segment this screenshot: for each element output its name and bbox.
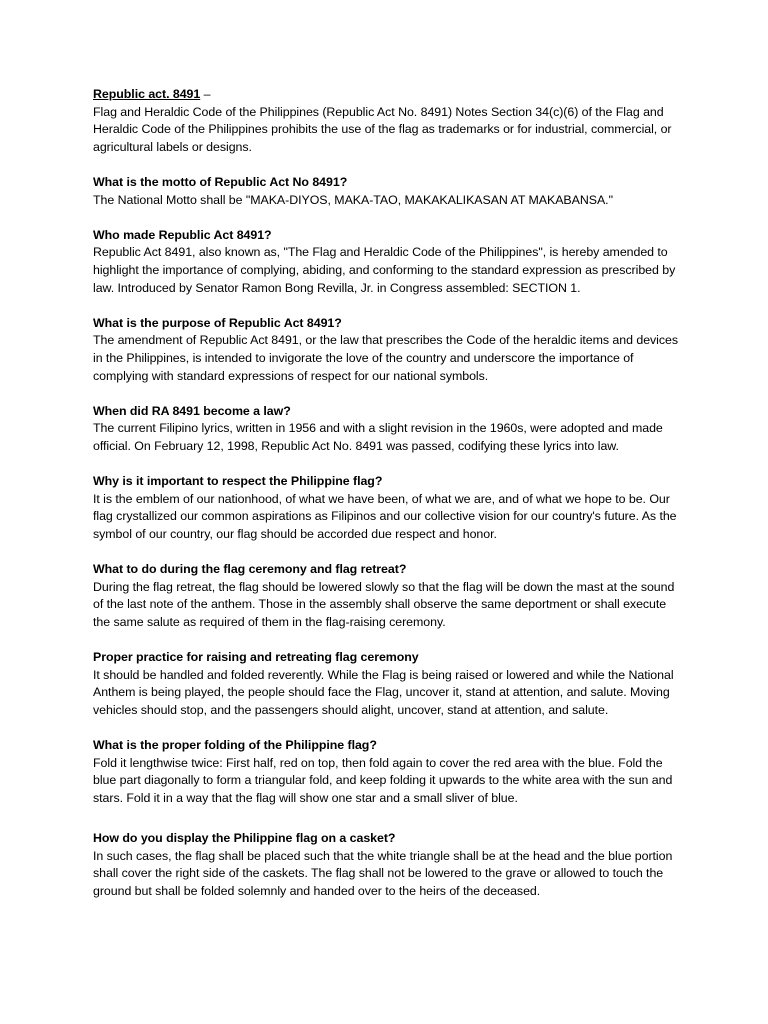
document-title-dash: – (200, 87, 211, 101)
section-body: The National Motto shall be "MAKA-DIYOS, MAKA-TAO, MAKAKALIKASAN AT MAKABANSA." (93, 192, 613, 207)
section-folding (93, 737, 683, 807)
section-casket (93, 830, 683, 900)
section-heading: What is the motto of Republic Act No 8491? (93, 174, 348, 189)
section-heading: Who made Republic Act 8491? (93, 227, 272, 242)
section-motto (93, 174, 683, 209)
section-body: During the flag retreat, the flag should be lowered slowly so that the flag will be down the mast at the sound of the last note of the anthem. Those in the assembly shall observe the same deportment or shall execute the same salute as required of them in the flag-raising ceremony. (93, 579, 675, 629)
document-title-line (93, 86, 683, 104)
section-law-date (93, 403, 683, 456)
section-ceremony (93, 561, 683, 631)
section-heading: What to do during the flag ceremony and flag retreat? (93, 562, 407, 577)
section-purpose (93, 315, 683, 385)
section-heading: What is the purpose of Republic Act 8491? (93, 315, 342, 330)
section-body: Fold it lengthwise twice: First half, red on top, then fold again to cover the red area with the blue. Fold the blue part diagonally to form a triangular fold, and keep folding it upwards to the white area with the sun and stars. Fold it in a way that the flag will show one star and a small sliver of blue. (93, 755, 673, 805)
section-author (93, 227, 683, 297)
section-heading: How do you display the Philippine flag on a casket? (93, 830, 396, 845)
section-body: In such cases, the flag shall be placed such that the white triangle shall be at the head and the blue portion shall cover the right side of the caskets. The flag shall not be lowered to the grave or allowed to touch the ground but shall be folded solemnly and handed over to the heirs of the deceased. (93, 848, 673, 898)
section-heading: What is the proper folding of the Philippine flag? (93, 737, 377, 752)
document-page (93, 86, 683, 918)
section-practice (93, 649, 683, 719)
section-heading: When did RA 8491 become a law? (93, 403, 291, 418)
section-heading: Proper practice for raising and retreating flag ceremony (93, 650, 419, 664)
intro-paragraph: Flag and Heraldic Code of the Philippines (Republic Act No. 8491) Notes Section 34(c)(6) of the Flag and Heraldic Code of the Philippines prohibits the use of the flag as trademarks or for industrial, commercial, or agricultural labels or designs. (93, 104, 672, 154)
intro-section (93, 86, 683, 156)
section-body: It should be handled and folded reverently. While the Flag is being raised or lowered and while the National Anthem is being played, the people should face the Flag, uncover it, stand at attention, and salute. Moving vehicles should stop, and the passengers should alight, uncover, stand at attention, and salute. (93, 667, 674, 717)
section-body: Republic Act 8491, also known as, "The Flag and Heraldic Code of the Philippines", is hereby amended to highlight the importance of complying, abiding, and conforming to the standard expression as prescribed by law. Introduced by Senator Ramon Bong Revilla, Jr. in Congress assembled: SECTION 1. (93, 245, 676, 295)
section-body: The current Filipino lyrics, written in 1956 and with a slight revision in the 1960s, were adopted and made official. On February 12, 1998, Republic Act No. 8491 was passed, codifying these lyrics into law. (93, 421, 663, 453)
section-heading: Why is it important to respect the Philippine flag? (93, 474, 383, 489)
section-body: The amendment of Republic Act 8491, or the law that prescribes the Code of the heraldic items and devices in the Philippines, is intended to invigorate the love of the country and underscore the importance of complying with standard expressions of respect for our national symbols. (93, 333, 679, 383)
document-title: Republic act. 8491 (93, 87, 201, 101)
section-body: It is the emblem of our nationhood, of what we have been, of what we are, and of what we hope to be. Our flag crystallized our common aspirations as Filipinos and our collective vision for our country's future. As the symbol of our country, our flag should be accorded due respect and honor. (93, 491, 677, 541)
section-respect (93, 473, 683, 543)
